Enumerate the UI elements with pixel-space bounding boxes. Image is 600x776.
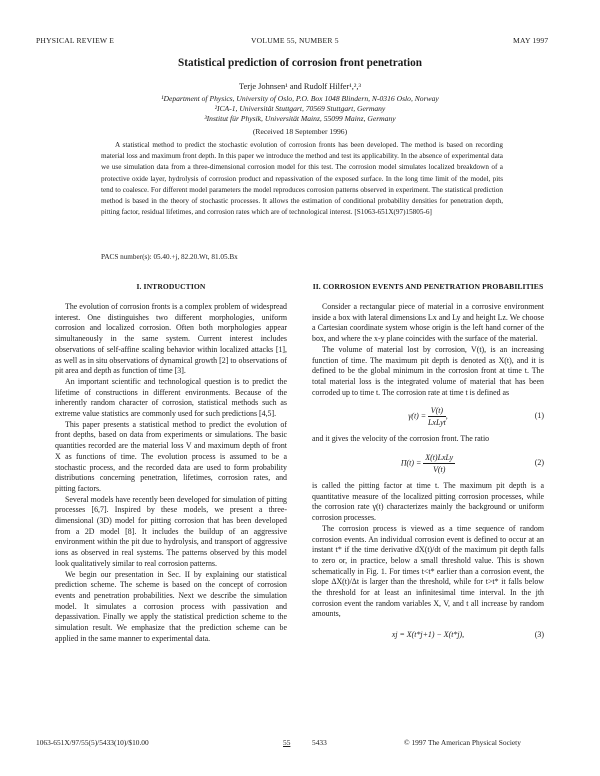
equation-2-fraction: $\frac{\text{X(t)LxLy}}{V(t)}$ bbox=[425, 453, 454, 475]
equation-1-fraction: $\frac{V(t)}{\text{LxLyt}}$ bbox=[428, 406, 446, 428]
journal-name: PHYSICAL REVIEW E bbox=[36, 36, 115, 45]
intro-paragraph: An important scientific and technological question is to predict the lifetime of constructions in different environments. Because of the inherently random character of corrosion, statistical methods such as extreme value statistics are commonly used for such predictions [4,5]. bbox=[55, 376, 287, 419]
equation-2-number: (2) bbox=[534, 458, 544, 468]
section2-paragraph: and it gives the velocity of the corrosion front. The ratio bbox=[312, 434, 490, 444]
pacs-numbers: PACS number(s): 05.40.+j, 82.20.Wt, 81.05.Bx bbox=[101, 253, 238, 261]
equation-1: γ(t) = $\frac{V(t)}{\text{LxLyt}}$ , (1) bbox=[408, 406, 544, 428]
intro-paragraph: Several models have recently been developed for simulation of pitting processes [6,7]. Inspired by these models, we present a three-dimensional (3D) model for pitting corrosion that has been developed from a 2D model [8]. It includes the buildup of an aggressive environment within the pit due to hydrolysis, and transport of aggressive ions as observed in real systems. The patterns observed by this model look qualitatively similar to real corrosion patterns. bbox=[55, 494, 287, 568]
equation-2: Π(t) = $\frac{\text{X(t)LxLy}}{V(t)}$ (2) bbox=[400, 453, 544, 475]
volume-number: VOLUME 55, NUMBER 5 bbox=[251, 36, 339, 45]
paper-title: Statistical prediction of corrosion front penetration bbox=[178, 57, 422, 69]
affiliation-mainz: ³Institut für Physik, Universität Mainz, 55099 Mainz, Germany bbox=[204, 114, 396, 123]
footer-volume: 55 bbox=[283, 738, 291, 747]
abstract: A statistical method to predict the stochastic evolution of corrosion fronts has been developed. The method is based on recording material loss and maximum front depth. In this paper we introduce the method and test its applicability. In the absence of experimental data we use simulation data from a three-dimensional corrosion model for this test. The corrosion model simulates localized breakdown of a protective oxide layer, hydrolysis of corrosion product and repassivation of the exposed surface. In the long time limit of the model, pits tend to coalesce. For different model parameters the model reproduces corrosion patterns observed in experiment. The statistical prediction method is based in the theory of stochastic processes. It allows the estimation of conditional probability densities for penetration depth, pitting factor, residual lifetimes, and corrosion rates which are of technological interest. [S1063-651X(97)15805-6] bbox=[101, 141, 503, 217]
intro-paragraph: We begin our presentation in Sec. II by explaining our statistical prediction scheme. The scheme is based on the concept of corrosion events and penetration probabilities. Next we describe the simulation model. It simulates a corrosion process with passivation and depassivation. Finally we apply the statistical prediction scheme to the simulation result. We emphasize that the prediction scheme can be applied in the same manner to experimental data. bbox=[55, 569, 287, 643]
equation-3: xj = X(t*j+1) − X(t*j), (3) bbox=[312, 624, 544, 646]
footer-code: 1063-651X/97/55(5)/5433(10)/$10.00 bbox=[36, 738, 149, 747]
right-column bbox=[312, 282, 544, 653]
equation-3-number: (3) bbox=[534, 630, 544, 640]
received-date: (Received 18 September 1996) bbox=[252, 127, 348, 136]
section-heading-corrosion-events: II. CORROSION EVENTS AND PENETRATION PROBABILITIES bbox=[312, 282, 544, 291]
section2-paragraph: Consider a rectangular piece of material in a corrosive environment inside a box with lateral dimensions Lx and Ly and height Lz. We choose a Cartesian coordinate system whose origin is the left hand corner of the box, and where the x-y plane coincides with the surface of the material. bbox=[312, 302, 544, 344]
affiliation-oslo: ¹Department of Physics, University of Oslo, P.O. Box 1048 Blindern, N-0316 Oslo, Norway bbox=[161, 94, 439, 103]
affiliation-stuttgart: ²ICA-1, Universität Stuttgart, 70569 Stuttgart, Germany bbox=[214, 104, 386, 113]
issue-date: MAY 1997 bbox=[513, 36, 549, 45]
section2-paragraph: The corrosion process is viewed as a time sequence of random corrosion events. An individual corrosion event is defined to occur at an instant t* if the time derivative dX(t)/dt of the maximum pit depth falls to zero or, in practice, below a small threshold value. This is shown schematically in Fig. 1. For times t<t* earlier than a corrosion event, the slope ΔX(t)/Δt is larger than the threshold, while for t>t* it falls below the threshold for at least an infinitesimal time interval. In the jth corrosion event the random variables X, V, and t all increase by random amounts, bbox=[312, 523, 544, 619]
section-heading-introduction: I. INTRODUCTION bbox=[136, 282, 206, 291]
page-number: 5433 bbox=[312, 738, 327, 747]
section2-paragraph: The volume of material lost by corrosion, V(t), is an increasing function of time. The maximum pit depth is denoted as X(t), and it is defined to be the global minimum in the corrosion front at time t. The total material loss is the integrated volume of material that has been corroded up to time t. The corrosion rate at time t is defined as bbox=[312, 344, 544, 397]
intro-paragraph: This paper presents a statistical method to predict the evolution of front depths, based on data from experiments or simulations. The basic quantities recorded are the material loss V and maximum depth of front X as functions of time. The evolution process is assumed to be a stochastic process, and the recorded data are used to form probability distributions concerning penetration, lifetimes, corrosion rates, and pitting factors. bbox=[55, 419, 287, 493]
intro-paragraph: The evolution of corrosion fronts is a complex problem of widespread interest. One distinguishes two different morphologies, uniform corrosion and localized corrosion. Often both morphologies appear simultaneously in the same system. Current interest includes observations of self-affine scaling behavior within localized attacks [1], as well as in situ observations of dynamical growth [2] to observations of pit area and depth as function of time [3]. bbox=[55, 302, 287, 376]
authors: Terje Johnsen¹ and Rudolf Hilfer¹,²,³ bbox=[238, 82, 362, 91]
section2-paragraph: is called the pitting factor at time t. The maximum pit depth is a quantitative measure of the localized pitting corrosion processes, while the corrosion rate γ(t) characterizes mainly the background or uniform corrosion processes. bbox=[312, 481, 544, 523]
copyright: © 1997 The American Physical Society bbox=[404, 738, 521, 747]
left-column bbox=[55, 282, 287, 645]
equation-1-number: (1) bbox=[534, 411, 544, 421]
